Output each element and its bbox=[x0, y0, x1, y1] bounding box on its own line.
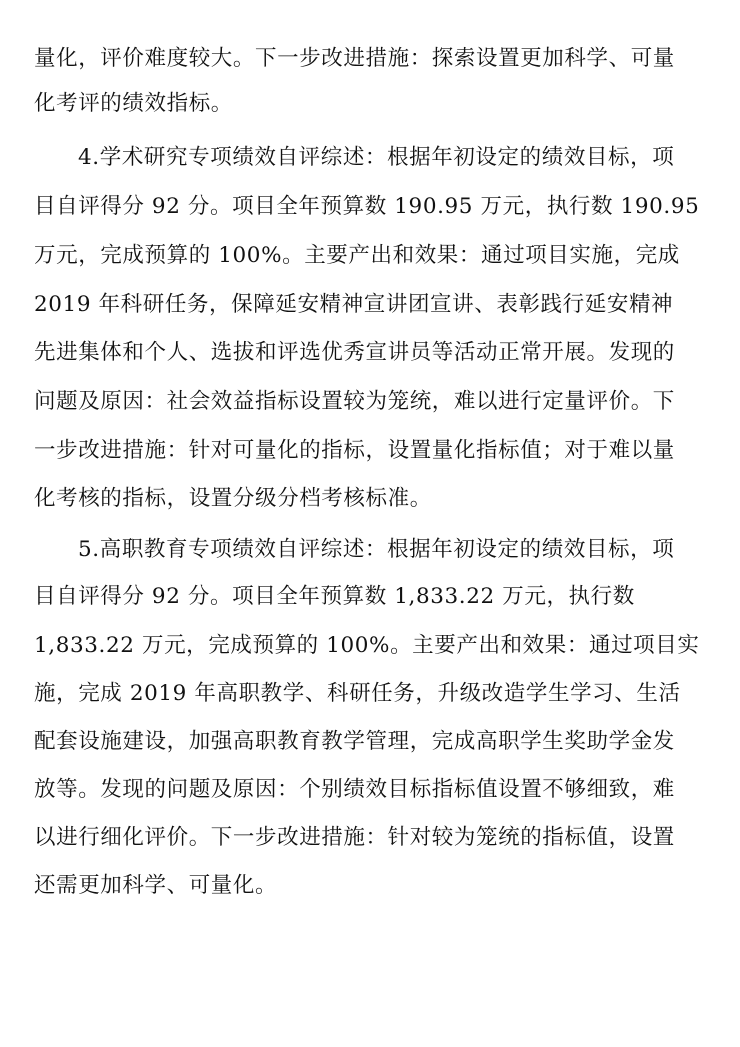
text-line: 目自评得分 92 分。项目全年预算数 1,833.22 万元，执行数 bbox=[34, 584, 635, 609]
text-line: 1,833.22 万元，完成预算的 100%。主要产出和效果：通过项目实 bbox=[34, 633, 700, 658]
text-line: 先进集体和个人、选拔和评选优秀宣讲员等活动正常开展。发现的 bbox=[34, 340, 675, 365]
text-line: 问题及原因：社会效益指标设置较为笼统，难以进行定量评价。下 bbox=[34, 389, 675, 414]
text-line: 万元，完成预算的 100%。主要产出和效果：通过项目实施，完成 bbox=[34, 243, 680, 268]
section-5-heading-line: 5.高职教育专项绩效自评综述：根据年初设定的绩效目标，项 bbox=[78, 537, 675, 562]
text-line: 配套设施建设，加强高职教育教学管理，完成高职学生奖助学金发 bbox=[34, 729, 675, 754]
text-line: 一步改进措施：针对可量化的指标，设置量化指标值；对于难以量 bbox=[34, 438, 675, 463]
text-line: 施，完成 2019 年高职教学、科研任务，升级改造学生学习、生活 bbox=[34, 681, 681, 706]
text-line: 化考评的绩效指标。 bbox=[34, 91, 233, 116]
text-line: 以进行细化评价。下一步改进措施：针对较为笼统的指标值，设置 bbox=[34, 825, 675, 850]
text-line: 量化，评价难度较大。下一步改进措施：探索设置更加科学、可量 bbox=[34, 46, 675, 71]
text-line: 目自评得分 92 分。项目全年预算数 190.95 万元，执行数 190.95 bbox=[34, 194, 700, 219]
text-line: 2019 年科研任务，保障延安精神宣讲团宣讲、表彰践行延安精神 bbox=[34, 292, 674, 317]
text-line: 化考核的指标，设置分级分档考核标准。 bbox=[34, 486, 432, 511]
section-4-heading-line: 4.学术研究专项绩效自评综述：根据年初设定的绩效目标，项 bbox=[78, 145, 675, 170]
text-line: 放等。发现的问题及原因：个别绩效目标指标值设置不够细致，难 bbox=[34, 777, 675, 802]
text-line: 还需更加科学、可量化。 bbox=[34, 873, 278, 898]
